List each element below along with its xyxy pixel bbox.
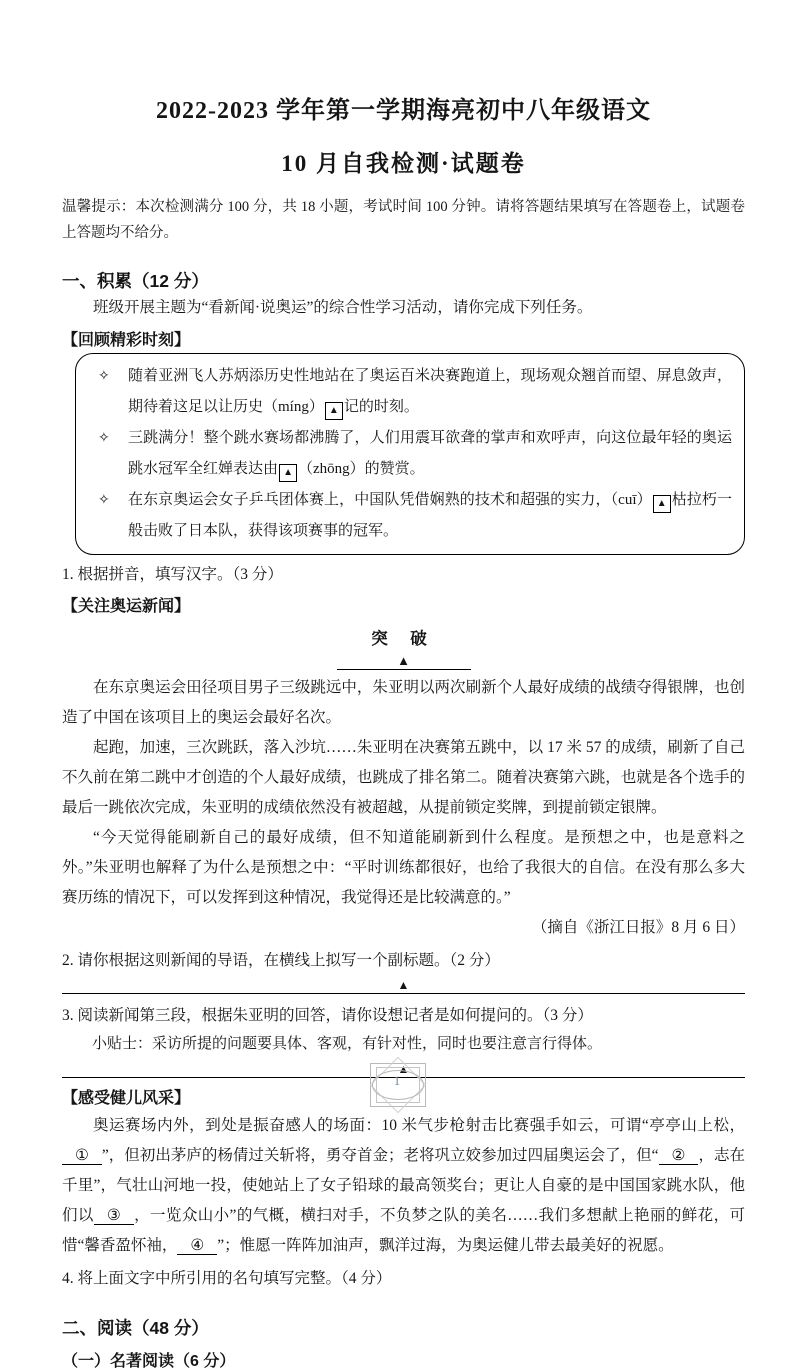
circled-number: ① bbox=[75, 1147, 89, 1164]
bullet-text-post: 枯拉朽一般击败了日本队，获得该项赛事的冠军。 bbox=[128, 492, 732, 539]
highlight-moments-box bbox=[75, 353, 745, 555]
question-2: 2. 请你根据这则新闻的导语，在横线上拟写一个副标题。（2 分） bbox=[62, 952, 500, 969]
block-label-news: 【关注奥运新闻】 bbox=[62, 598, 191, 615]
list-item bbox=[86, 485, 732, 547]
news-headline: 突 破 bbox=[371, 630, 436, 648]
exam-notice: 温馨提示：本次检测满分 100 分，共 18 小题，考试时间 100 分钟。请将答题结果填写在答题卷上，试题卷上答题均不给分。 bbox=[62, 199, 745, 241]
diamond-bullet-icon: ✧ bbox=[98, 431, 110, 446]
bullet-text bbox=[128, 361, 732, 423]
bullet-text-post: 记的时刻。 bbox=[343, 399, 419, 415]
section-2-1-heading: （一）名著阅读（6 分） bbox=[62, 1353, 236, 1370]
passage-segment: ，一览众山小”的气概，横扫对手，不负梦之队的美名……我们多想献上艳丽的鲜花，可惜“馨香盈怀袖， bbox=[62, 1207, 745, 1254]
bullet-text bbox=[128, 485, 732, 547]
triangle-mark: ▲ bbox=[397, 1062, 410, 1076]
section-1-heading: 一、积累（12 分） bbox=[62, 271, 209, 291]
news-paragraph: 在东京奥运会田径项目男子三级跳远中，朱亚明以两次刷新个人最好成绩的战绩夺得银牌，也创造了中国在该项目上的奥运会最好名次。 bbox=[62, 679, 745, 726]
triangle-mark: ▲ bbox=[397, 653, 410, 668]
triangle-mark: ▲ bbox=[656, 498, 667, 509]
circled-number: ③ bbox=[106, 1207, 122, 1224]
bullet-text-post: （zhōng）的赞赏。 bbox=[298, 461, 425, 477]
answer-line-q2 bbox=[62, 976, 745, 994]
passage-segment: ”；惟愿一阵阵加油声，飘洋过海，为奥运健儿带去最美好的祝愿。 bbox=[217, 1237, 674, 1254]
passage-segment: 奥运赛场内外，到处是振奋感人的场面：10 米气步枪射击比赛强手如云，可谓“亭亭山上松， bbox=[93, 1117, 745, 1134]
list-item bbox=[86, 423, 732, 485]
diamond-bullet-icon: ✧ bbox=[98, 493, 110, 508]
bullet-text bbox=[128, 423, 732, 485]
athletes-passage bbox=[62, 1111, 745, 1261]
triangle-mark: ▲ bbox=[397, 978, 410, 992]
triangle-mark: ▲ bbox=[328, 405, 339, 416]
page-number-ornament bbox=[355, 1056, 439, 1116]
bullet-text-pre: 在东京奥运会女子乒乓团体赛上，中国队凭借娴熟的技术和超强的实力，（cuī） bbox=[128, 492, 652, 508]
block-label-athletes: 【感受健儿风采】 bbox=[62, 1090, 191, 1107]
question-3-tip: 小贴士：采访所提的问题要具体、客观，有针对性，同时也要注意言行得体。 bbox=[92, 1036, 603, 1052]
diamond-bullet-icon: ✧ bbox=[98, 369, 110, 384]
news-source: （摘自《浙江日报》8 月 6 日） bbox=[531, 919, 745, 936]
exam-title-line2: 10 月自我检测·试题卷 bbox=[281, 151, 526, 176]
block-label-moments: 【回顾精彩时刻】 bbox=[62, 332, 191, 349]
news-paragraph: 起跑，加速，三次跳跃，落入沙坑……朱亚明在决赛第五跳中，以 17 米 57 的成绩，刷新了自己不久前在第二跳中才创造的个人最好成绩，也跳成了排名第二。随着决赛第六跳，也就是各个选手的最后一跳依次完成，朱亚明的成绩依然没有被超越，从提前锁定奖牌，到提前锁定银牌。 bbox=[62, 739, 745, 816]
circled-number: ④ bbox=[190, 1237, 205, 1254]
question-1: 1. 根据拼音，填写汉字。（3 分） bbox=[62, 566, 283, 583]
news-paragraph: “今天觉得能刷新自己的最好成绩，但不知道能刷新到什么程度。是预想之中，也是意料之外。”朱亚明也解释了为什么是预想之中：“平时训练都很好，也给了我很大的自信。在没有那么多大赛历练的情况下，可以发挥到这种情况，我觉得还是比较满意的。” bbox=[62, 829, 745, 906]
blank-4 bbox=[177, 1237, 217, 1255]
list-item bbox=[86, 361, 732, 423]
fill-in-triangle-box bbox=[325, 402, 343, 420]
question-4: 4. 将上面文字中所引用的名句填写完整。（4 分） bbox=[62, 1270, 392, 1287]
fill-in-triangle-box bbox=[653, 495, 671, 513]
blank-1 bbox=[62, 1147, 102, 1165]
page-number: 1 bbox=[393, 1074, 401, 1088]
exam-title-line1: 2022-2023 学年第一学期海亮初中八年级语文 bbox=[156, 98, 651, 124]
section-1-intro: 班级开展主题为“看新闻·说奥运”的综合性学习活动，请你完成下列任务。 bbox=[93, 299, 593, 316]
bullet-text-pre: 随着亚洲飞人苏炳添历史性地站在了奥运百米决赛跑道上，现场观众翘首而望、屏息敛声，期待着这足以让历史（míng） bbox=[128, 368, 732, 415]
triangle-mark: ▲ bbox=[283, 467, 293, 478]
subtitle-answer-line bbox=[337, 650, 471, 670]
bullet-text-pre: 三跳满分！整个跳水赛场都沸腾了，人们用震耳欲聋的掌声和欢呼声，向这位最年轻的奥运跳水冠军全红婵表达由 bbox=[128, 430, 732, 477]
section-2-heading: 二、阅读（48 分） bbox=[62, 1318, 209, 1338]
blank-3 bbox=[94, 1207, 134, 1225]
blank-2 bbox=[659, 1147, 699, 1165]
question-3: 3. 阅读新闻第三段，根据朱亚明的回答，请你设想记者是如何提问的。（3 分） bbox=[62, 1007, 593, 1024]
circled-number: ② bbox=[671, 1147, 686, 1164]
fill-in-triangle-box bbox=[279, 464, 297, 482]
passage-segment: ”，但初出茅庐的杨倩过关斩将，勇夺首金；老将巩立姣参加过四届奥运会了，但“ bbox=[101, 1147, 659, 1164]
passage-segment: ，志在千里”，气壮山河地一投，使她站上了女子铅球的最高领奖台；更让人自豪的是中国国家跳水队，他们以 bbox=[62, 1147, 745, 1224]
